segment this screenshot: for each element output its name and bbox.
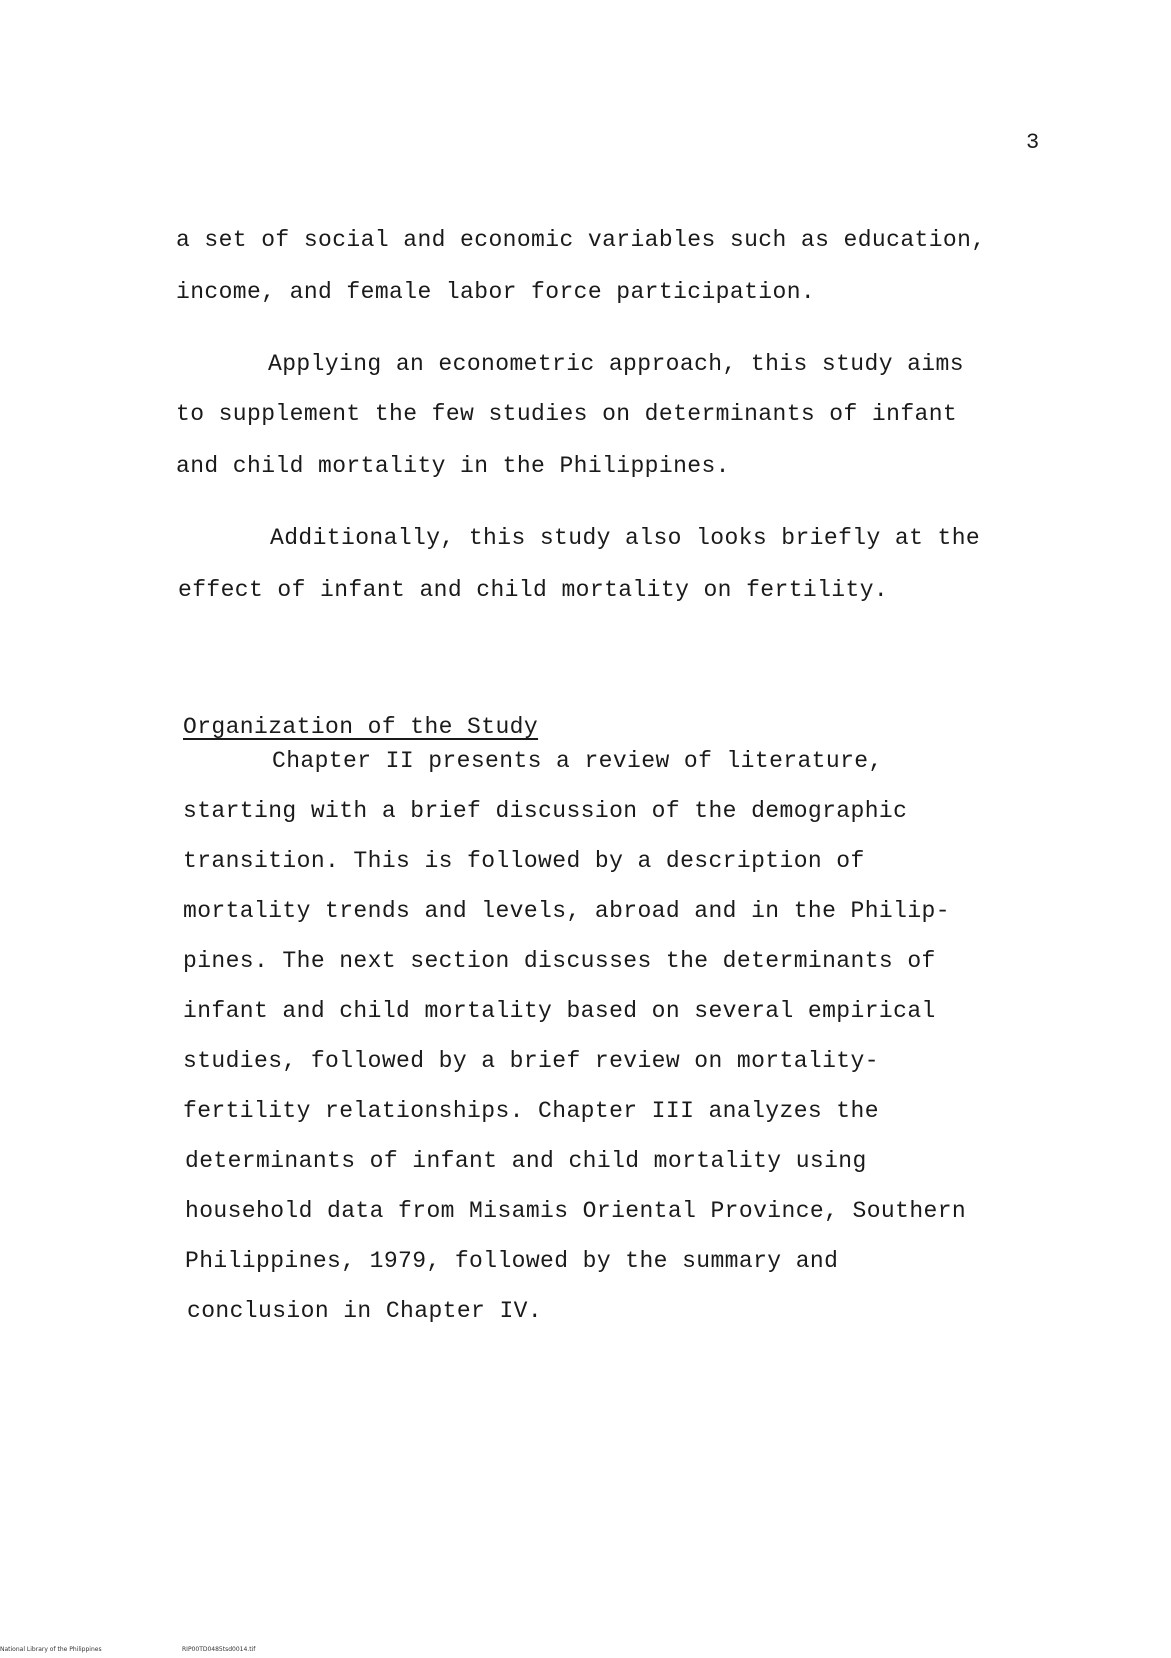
section-line-1: Chapter II presents a review of literature, [272,748,883,774]
para2-line-2: to supplement the few studies on determinants of infant [176,401,958,427]
section-line-10: household data from Misamis Oriental Province, Southern [185,1198,967,1224]
section-line-5: pines. The next section discusses the determinants of [183,948,936,974]
section-line-11: Philippines, 1979, followed by the summary and [185,1248,839,1274]
intro-line-1: a set of social and economic variables such as education, [176,227,986,253]
section-heading: Organization of the Study [183,714,539,740]
section-line-2: starting with a brief discussion of the demographic [183,798,908,824]
para3-line-2: effect of infant and child mortality on fertility. [178,577,889,603]
section-line-4: mortality trends and levels, abroad and in the Philip- [183,898,950,924]
section-line-7: studies, followed by a brief review on mortality- [183,1048,879,1074]
section-line-12: conclusion in Chapter IV. [187,1298,543,1324]
footer-source: National Library of the Philippines [0,1646,102,1653]
footer-image-id: RIP00TD0485tsd0014.tif [182,1646,256,1653]
section-line-8: fertility relationships. Chapter III analyzes the [183,1098,879,1124]
page-number: 3 [1026,130,1040,155]
para2-line-3: and child mortality in the Philippines. [176,453,730,479]
intro-line-2: income, and female labor force participation. [176,279,816,305]
para2-line-1: Applying an econometric approach, this study aims [268,351,964,377]
section-line-3: transition. This is followed by a description of [183,848,865,874]
para3-line-1: Additionally, this study also looks briefly at the [270,525,981,551]
section-line-9: determinants of infant and child mortality using [185,1148,867,1174]
section-line-6: infant and child mortality based on several empirical [183,998,936,1024]
